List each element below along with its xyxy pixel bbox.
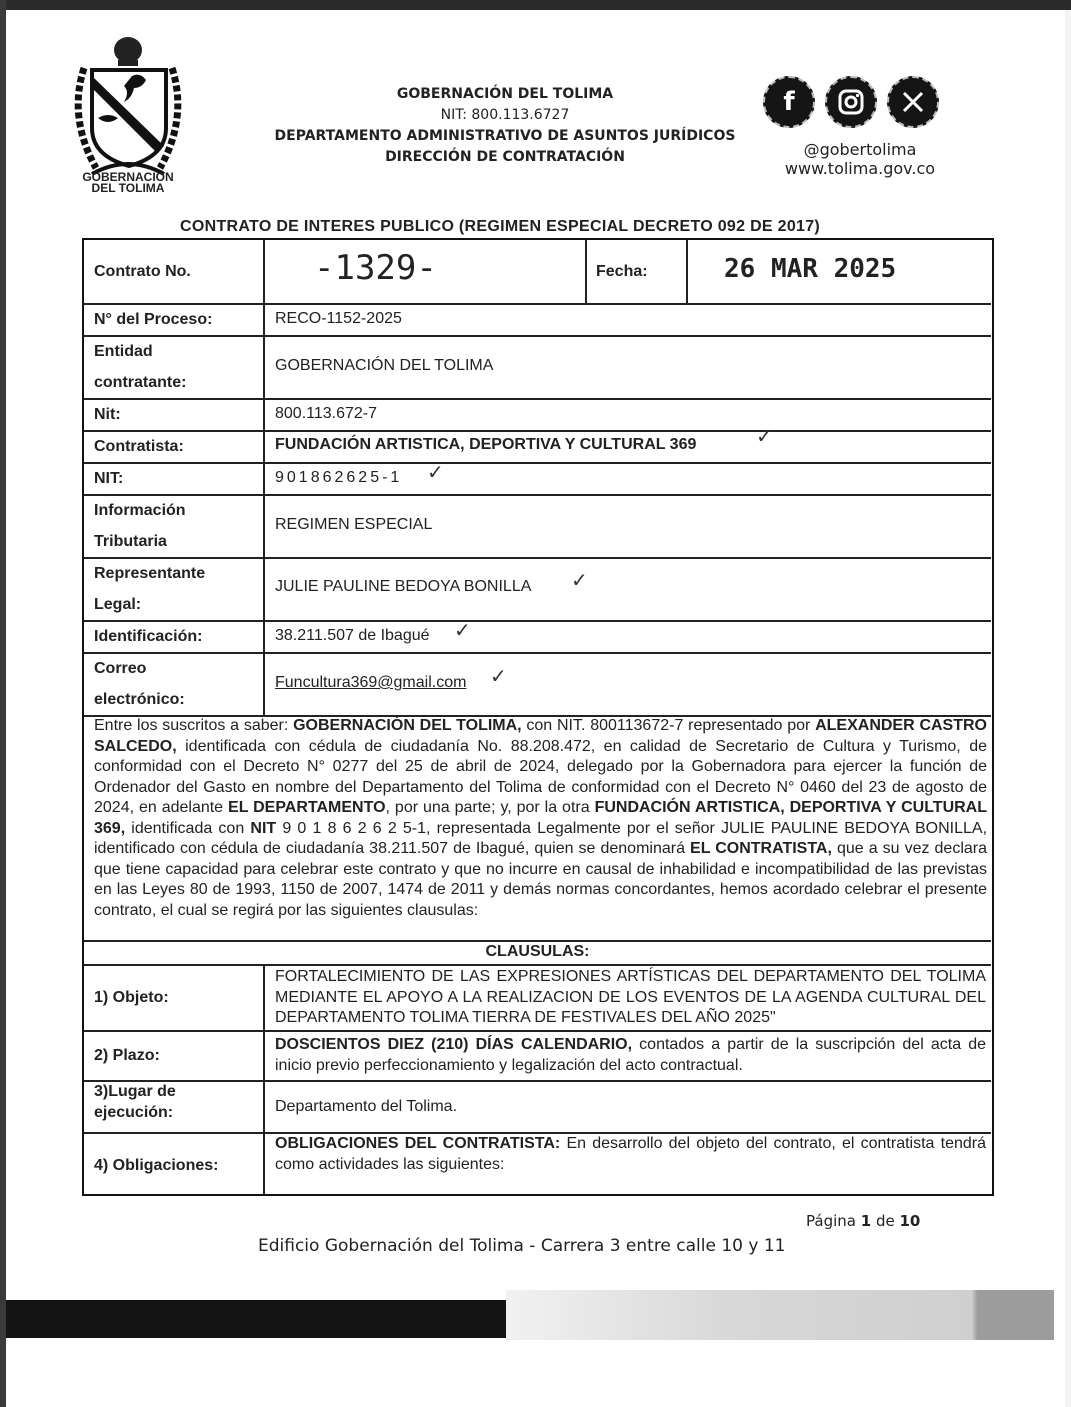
x-icon[interactable] <box>887 76 939 128</box>
contractor-nit-label: NIT: <box>94 470 124 487</box>
letterhead <box>270 84 740 168</box>
instagram-icon[interactable] <box>825 76 877 128</box>
checkmark-icon: ✓ <box>454 618 471 642</box>
id-value: 38.211.507 de Ibagué <box>275 627 430 644</box>
logo-caption: GOBERNACIÓN DEL TOLIMA <box>82 170 174 195</box>
oblig-value: OBLIGACIONES DEL CONTRATISTA: En desarrollo del objeto del contrato, el contratista tendrá como actividades las siguientes: <box>275 1135 986 1173</box>
objeto-label: 1) Objeto: <box>94 989 169 1006</box>
page-number: Página 1 de 10 <box>806 1212 921 1230</box>
email-label-2: electrónico: <box>94 691 185 708</box>
social-handle: @gobertolima <box>803 140 917 159</box>
document-page <box>6 10 1065 1407</box>
facebook-icon[interactable]: f <box>763 76 815 128</box>
intro-paragraph: Entre los suscritos a saber: GOBERNACIÓN DEL TOLIMA, con NIT. 800113672-7 representado por ALEXANDER CASTRO SALCEDO, identificada con cédula de ciudadanía No. 88.208.472, en calidad de Secretario de Cultura y Turismo, de conformidad con el Decreto N° 0277 del 25 de abril de 2024, delegado por la Gobernadora para ejercer la función de Ordenador del Gasto en nombre del Departamento del Tolima de conformidad con el Decreto N° 0460 del 23 de agosto de 2024, en adelante EL DEPARTAMENTO, por una parte; y, por la otra FUNDACIÓN ARTISTICA, DEPORTIVA Y CULTURAL 369, identificada con NIT 9 0 1 8 6 2 6 2 5-1, representada Legalmente por el señor JULIE PAULINE BEDOYA BONILLA, identificado con cédula de ciudadanía 38.211.507 de Ibagué, quien se denominará EL CONTRATISTA, que a su vez declara que tiene capacidad para celebrar este contrato y que no incurre en causal de inhabilidad e incompatibilidad de las previstas en las Leyes 80 de 1993, 1150 de 2007, 1474 de 2011 y demás normas concordantes, hemos acordado celebrar el presente contrato, el cual se regirá por las siguientes clausulas: <box>94 717 988 919</box>
website-link[interactable]: www.tolima.gov.co <box>784 159 936 178</box>
process-label: N° del Proceso: <box>94 311 213 328</box>
entity-label-1: Entidad <box>94 343 153 360</box>
social-contact <box>760 140 960 178</box>
entity-label-2: contratante: <box>94 374 187 391</box>
org-nit: NIT: 800.113.6727 <box>440 107 570 123</box>
oblig-label: 4) Obligaciones: <box>94 1157 219 1174</box>
org-name: GOBERNACIÓN DEL TOLIMA <box>396 86 614 102</box>
footer-address: Edificio Gobernación del Tolima - Carrera 3 entre calle 10 y 11 <box>258 1236 786 1256</box>
department-name: DEPARTAMENTO ADMINISTRATIVO DE ASUNTOS JURÍDICOS <box>274 128 736 144</box>
rep-label-2: Legal: <box>94 596 142 613</box>
tax-label-2: Tributaria <box>94 533 167 550</box>
lugar-label-2: ejecución: <box>94 1104 174 1121</box>
id-label: Identificación: <box>94 628 203 645</box>
nit-label: Nit: <box>94 406 121 423</box>
rep-value: JULIE PAULINE BEDOYA BONILLA <box>275 578 532 595</box>
contract-table <box>82 238 994 1196</box>
date-label: Fecha: <box>596 263 648 280</box>
scan-artifact-bar <box>6 1300 506 1338</box>
contractor-label: Contratista: <box>94 438 184 455</box>
tax-label-1: Información <box>94 502 186 519</box>
checkmark-icon: ✓ <box>571 568 588 592</box>
document-title: CONTRATO DE INTERES PUBLICO (REGIMEN ESPECIAL DECRETO 092 DE 2017) <box>180 218 821 235</box>
social-icons <box>763 76 953 136</box>
plazo-label: 2) Plazo: <box>94 1047 160 1064</box>
tax-value: REGIMEN ESPECIAL <box>275 516 433 533</box>
clauses-heading: CLAUSULAS: <box>485 943 590 960</box>
checkmark-icon: ✓ <box>756 424 773 448</box>
objeto-value: FORTALECIMIENTO DE LAS EXPRESIONES ARTÍSTICAS DEL DEPARTAMENTO DEL TOLIMA MEDIANTE EL APOYO A LA REALIZACION DE LOS EVENTOS DE LA AGENDA CULTURAL DEL DEPARTAMENTO TOLIMA TIERRA DE FESTIVALES DEL AÑO 2025" <box>275 968 986 1026</box>
contract-no-label: Contrato No. <box>94 263 191 280</box>
lugar-label-1: 3)Lugar de <box>94 1083 176 1100</box>
nit-value: 800.113.672-7 <box>275 405 378 422</box>
date-stamp: 26 MAR 2025 <box>724 254 897 284</box>
checkmark-icon: ✓ <box>490 664 507 688</box>
scan-artifact-gray <box>506 1290 1054 1340</box>
scan-top-edge <box>0 0 1071 10</box>
email-label-1: Correo <box>94 660 147 677</box>
entity-value: GOBERNACIÓN DEL TOLIMA <box>275 357 494 374</box>
contractor-nit-value: 901862625-1 <box>275 469 403 486</box>
contractor-value: FUNDACIÓN ARTISTICA, DEPORTIVA Y CULTURAL 369 <box>275 436 697 453</box>
checkmark-icon: ✓ <box>427 460 444 484</box>
email-value[interactable]: Funcultura369@gmail.com <box>275 674 467 691</box>
lugar-value: Departamento del Tolima. <box>275 1098 458 1115</box>
process-value: RECO-1152-2025 <box>275 310 402 327</box>
plazo-value: DOSCIENTOS DIEZ (210) DÍAS CALENDARIO, contados a partir de la suscripción del acta de inicio previo perfeccionamiento y legalización del acto contractual. <box>275 1036 987 1074</box>
rep-label-1: Representante <box>94 565 206 582</box>
contract-no-value: -1329- <box>314 248 437 288</box>
direction-name: DIRECCIÓN DE CONTRATACIÓN <box>385 149 625 165</box>
